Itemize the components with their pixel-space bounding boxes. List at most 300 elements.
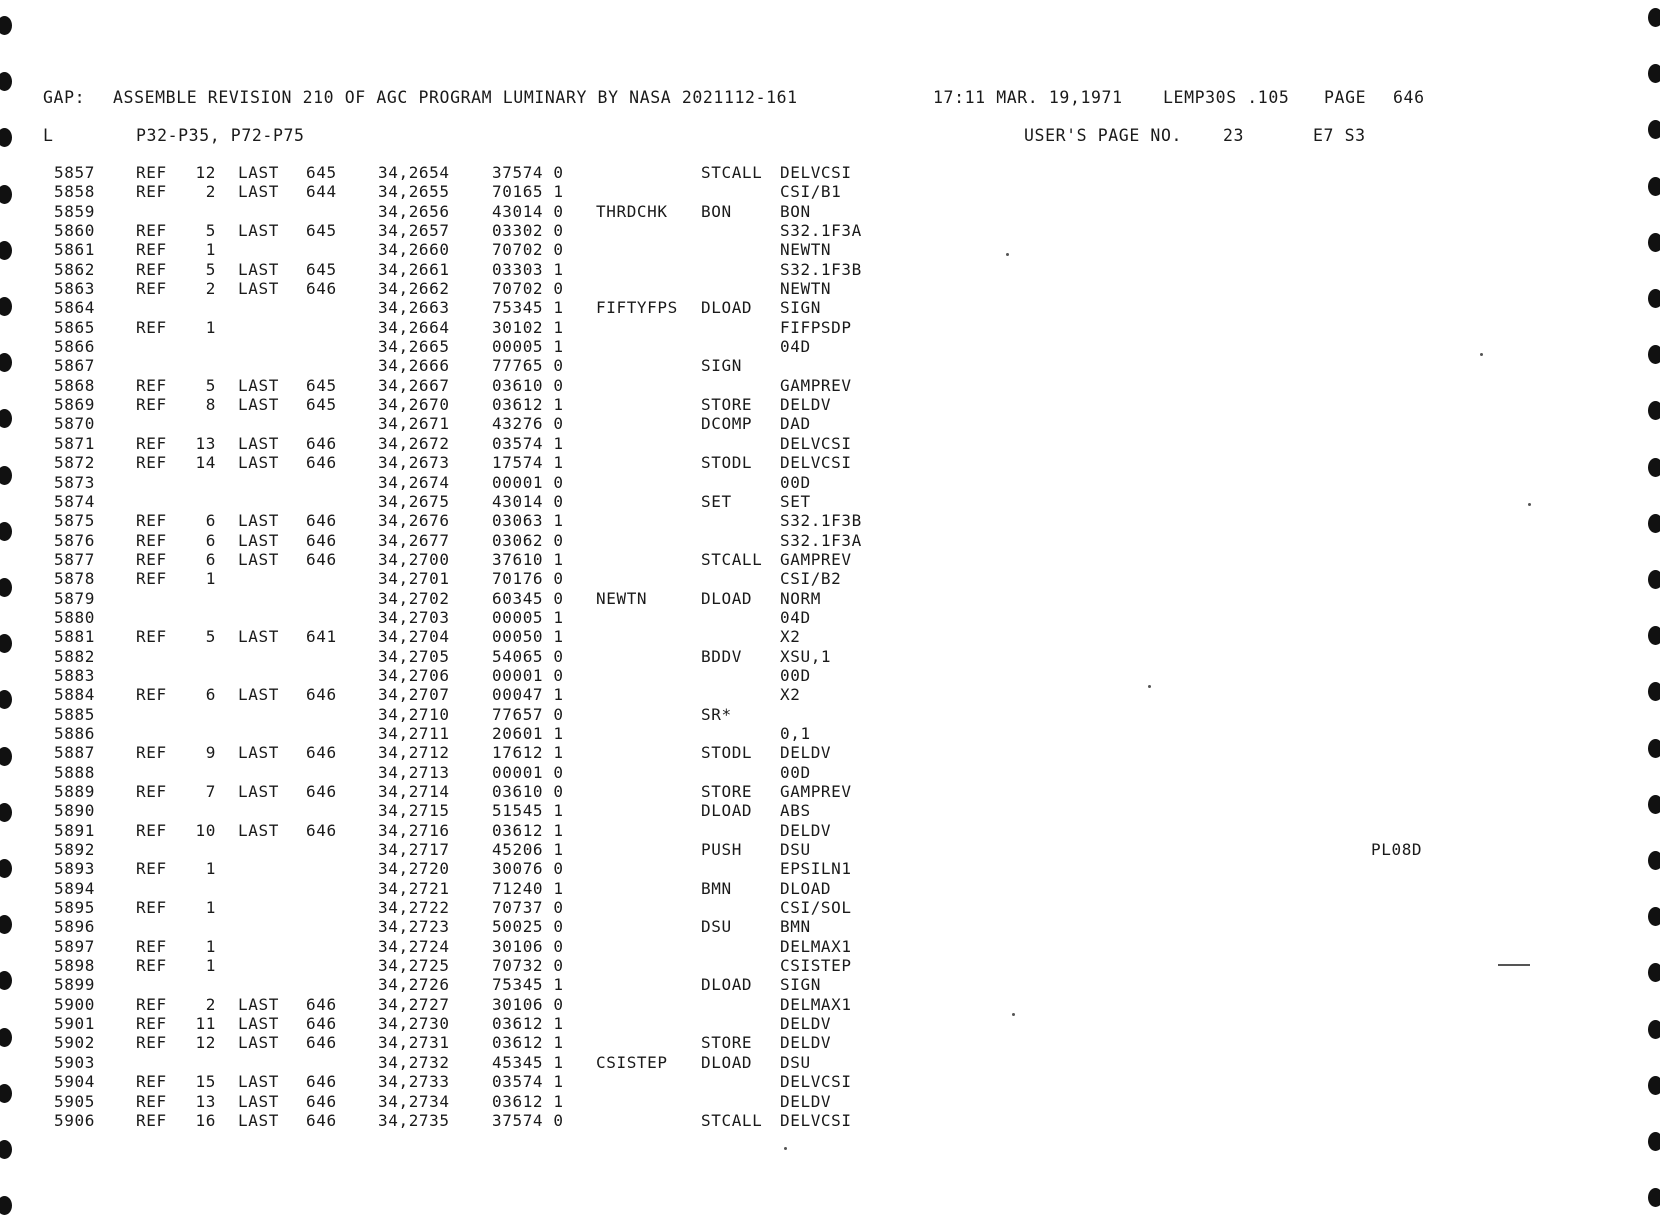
octal-word: 43014 0	[492, 491, 564, 511]
listing-row	[0, 260, 1500, 279]
header-page-label: PAGE	[1324, 88, 1367, 107]
address: 34,2731	[378, 1033, 450, 1053]
line-number: 5870	[54, 414, 95, 434]
line-number: 5887	[54, 743, 95, 763]
ref-label: REF	[136, 1072, 167, 1092]
symbol-label: FIFTYFPS	[596, 298, 678, 318]
ref-label: REF	[136, 956, 167, 976]
line-number: 5903	[54, 1052, 95, 1072]
ref-count: 13	[195, 433, 216, 453]
ref-count: 2	[205, 182, 216, 202]
octal-word: 03574 1	[492, 1072, 564, 1092]
address: 34,2707	[378, 685, 450, 705]
ref-count: 6	[205, 685, 216, 705]
last-label: LAST	[238, 549, 279, 569]
octal-word: 03063 1	[492, 511, 564, 531]
line-number: 5896	[54, 917, 95, 937]
ref-label: REF	[136, 240, 167, 260]
address: 34,2665	[378, 337, 450, 357]
tractor-hole	[1648, 514, 1660, 533]
ref-label: REF	[136, 511, 167, 531]
right-tractor-holes	[1644, 0, 1660, 1203]
listing-row	[0, 376, 1500, 395]
ref-count: 2	[205, 279, 216, 299]
operand: NEWTN	[780, 240, 832, 260]
tractor-hole	[1648, 1020, 1660, 1039]
ref-count: 5	[205, 375, 216, 395]
opcode: DLOAD	[701, 801, 753, 821]
line-number: 5888	[54, 762, 95, 782]
tractor-hole	[0, 1196, 12, 1215]
ref-label: REF	[136, 994, 167, 1014]
last-label: LAST	[238, 433, 279, 453]
operand: DELVCSI	[780, 433, 852, 453]
header-timestamp: 17:11 MAR. 19,1971	[933, 88, 1123, 107]
opcode: STCALL	[701, 549, 763, 569]
ref-count: 8	[205, 395, 216, 415]
octal-word: 03612 1	[492, 1014, 564, 1034]
address: 34,2714	[378, 782, 450, 801]
address: 34,2702	[378, 588, 450, 608]
ref-count: 6	[205, 530, 216, 550]
ref-label: REF	[136, 1014, 167, 1034]
ref-count: 1	[205, 569, 216, 589]
line-number: 5857	[54, 163, 95, 182]
margin-note: PL08D	[1371, 840, 1423, 860]
operand: DSU	[780, 840, 811, 860]
listing-row	[0, 685, 1500, 704]
last-page: 646	[306, 1033, 337, 1053]
address: 34,2671	[378, 414, 450, 434]
last-label: LAST	[238, 1033, 279, 1053]
operand: 04D	[780, 607, 811, 627]
tractor-hole	[1648, 120, 1660, 139]
tractor-hole	[1648, 8, 1660, 27]
operand: DELDV	[780, 1033, 832, 1053]
opcode: SIGN	[701, 356, 742, 376]
last-page: 646	[306, 743, 337, 763]
operand: CSI/SOL	[780, 898, 852, 918]
print-speck	[1480, 353, 1483, 356]
listing-row	[0, 279, 1500, 298]
operand: CSI/B1	[780, 182, 842, 202]
operand: CSISTEP	[780, 956, 852, 976]
tractor-hole	[0, 1140, 12, 1159]
tractor-hole	[0, 16, 12, 35]
operand: NEWTN	[780, 279, 832, 299]
octal-word: 17612 1	[492, 743, 564, 763]
address: 34,2663	[378, 298, 450, 318]
last-page: 645	[306, 395, 337, 415]
line-number: 5862	[54, 259, 95, 279]
last-label: LAST	[238, 820, 279, 840]
ref-label: REF	[136, 163, 167, 182]
address: 34,2725	[378, 956, 450, 976]
octal-word: 03610 0	[492, 375, 564, 395]
last-label: LAST	[238, 163, 279, 182]
line-number: 5878	[54, 569, 95, 589]
line-number: 5905	[54, 1091, 95, 1111]
print-speck	[784, 1147, 787, 1150]
listing-row	[0, 647, 1500, 666]
address: 34,2733	[378, 1072, 450, 1092]
operand: ABS	[780, 801, 811, 821]
listing-row	[0, 221, 1500, 240]
tractor-hole	[0, 72, 12, 91]
listing-row	[0, 937, 1500, 956]
octal-word: 70732 0	[492, 956, 564, 976]
last-page: 645	[306, 221, 337, 241]
line-number: 5904	[54, 1072, 95, 1092]
listing-row	[0, 337, 1500, 356]
ref-count: 1	[205, 898, 216, 918]
operand: DELMAX1	[780, 936, 852, 956]
address: 34,2721	[378, 878, 450, 898]
operand: 0,1	[780, 723, 811, 743]
last-page: 646	[306, 530, 337, 550]
address: 34,2715	[378, 801, 450, 821]
listing-row	[0, 821, 1500, 840]
last-page: 646	[306, 453, 337, 473]
operand: S32.1F3A	[780, 530, 862, 550]
subheader-user-page-number: 23	[1223, 126, 1245, 145]
address: 34,2660	[378, 240, 450, 260]
listing-row	[0, 298, 1500, 317]
listing-row	[0, 492, 1500, 511]
operand: GAMPREV	[780, 375, 852, 395]
tractor-hole	[1648, 1188, 1660, 1207]
operand: DLOAD	[780, 878, 832, 898]
ref-count: 6	[205, 549, 216, 569]
operand: EPSILN1	[780, 859, 852, 879]
opcode: DLOAD	[701, 975, 753, 995]
line-number: 5863	[54, 279, 95, 299]
listing-row	[0, 840, 1500, 859]
listing-row	[0, 1092, 1500, 1111]
octal-word: 77765 0	[492, 356, 564, 376]
tractor-hole	[1648, 739, 1660, 758]
address: 34,2723	[378, 917, 450, 937]
last-page: 646	[306, 511, 337, 531]
octal-word: 71240 1	[492, 878, 564, 898]
opcode: DLOAD	[701, 1052, 753, 1072]
ref-label: REF	[136, 898, 167, 918]
opcode: STODL	[701, 453, 753, 473]
line-number: 5894	[54, 878, 95, 898]
address: 34,2724	[378, 936, 450, 956]
address: 34,2672	[378, 433, 450, 453]
line-number: 5880	[54, 607, 95, 627]
last-label: LAST	[238, 1091, 279, 1111]
octal-word: 54065 0	[492, 646, 564, 666]
line-number: 5901	[54, 1014, 95, 1034]
octal-word: 03612 1	[492, 1033, 564, 1053]
line-number: 5861	[54, 240, 95, 260]
address: 34,2664	[378, 317, 450, 337]
octal-word: 00005 1	[492, 337, 564, 357]
opcode: DCOMP	[701, 414, 753, 434]
last-label: LAST	[238, 685, 279, 705]
line-number: 5895	[54, 898, 95, 918]
line-number: 5893	[54, 859, 95, 879]
operand: 00D	[780, 665, 811, 685]
opcode: STODL	[701, 743, 753, 763]
header-prefix: GAP:	[43, 88, 86, 107]
tractor-hole	[1648, 1132, 1660, 1151]
address: 34,2675	[378, 491, 450, 511]
listing-row	[0, 917, 1500, 936]
address: 34,2706	[378, 665, 450, 685]
octal-word: 70702 0	[492, 240, 564, 260]
operand: DELVCSI	[780, 453, 852, 473]
line-number: 5874	[54, 491, 95, 511]
symbol-label: CSISTEP	[596, 1052, 668, 1072]
last-page: 646	[306, 279, 337, 299]
last-label: LAST	[238, 627, 279, 647]
address: 34,2705	[378, 646, 450, 666]
line-number: 5879	[54, 588, 95, 608]
operand: GAMPREV	[780, 782, 852, 801]
last-page: 645	[306, 375, 337, 395]
octal-word: 45345 1	[492, 1052, 564, 1072]
listing-row	[0, 569, 1500, 588]
subheader-section: P32-P35, P72-P75	[136, 126, 305, 145]
octal-word: 30076 0	[492, 859, 564, 879]
octal-word: 43014 0	[492, 201, 564, 221]
listing-row	[0, 898, 1500, 917]
tractor-hole	[1648, 289, 1660, 308]
listing-row	[0, 705, 1500, 724]
address: 34,2667	[378, 375, 450, 395]
last-page: 646	[306, 549, 337, 569]
address: 34,2720	[378, 859, 450, 879]
print-speck	[1012, 1013, 1015, 1016]
tractor-hole	[1648, 963, 1660, 982]
last-label: LAST	[238, 182, 279, 202]
last-page: 645	[306, 259, 337, 279]
address: 34,2734	[378, 1091, 450, 1111]
operand: DELMAX1	[780, 994, 852, 1014]
line-number: 5881	[54, 627, 95, 647]
tractor-hole	[1648, 851, 1660, 870]
address: 34,2732	[378, 1052, 450, 1072]
listing-row	[0, 859, 1500, 878]
last-page: 646	[306, 782, 337, 801]
ref-count: 7	[205, 782, 216, 801]
last-page: 646	[306, 1110, 337, 1130]
last-page: 646	[306, 1072, 337, 1092]
ref-count: 5	[205, 627, 216, 647]
operand: DAD	[780, 414, 811, 434]
operand: SIGN	[780, 298, 821, 318]
operand: S32.1F3B	[780, 259, 862, 279]
print-smudge	[1498, 964, 1530, 966]
operand: NORM	[780, 588, 821, 608]
operand: SET	[780, 491, 811, 511]
address: 34,2655	[378, 182, 450, 202]
last-label: LAST	[238, 375, 279, 395]
listing-row	[0, 1072, 1500, 1091]
octal-word: 70165 1	[492, 182, 564, 202]
ref-label: REF	[136, 820, 167, 840]
address: 34,2716	[378, 820, 450, 840]
line-number: 5859	[54, 201, 95, 221]
listing-row	[0, 163, 1500, 182]
listing-row	[0, 782, 1500, 801]
ref-count: 1	[205, 956, 216, 976]
last-label: LAST	[238, 395, 279, 415]
address: 34,2701	[378, 569, 450, 589]
opcode: SR*	[701, 704, 732, 724]
listing-row	[0, 395, 1500, 414]
line-number: 5860	[54, 221, 95, 241]
listing-row	[0, 240, 1500, 259]
listing-row	[0, 531, 1500, 550]
line-number: 5897	[54, 936, 95, 956]
operand: CSI/B2	[780, 569, 842, 589]
address: 34,2735	[378, 1110, 450, 1130]
last-page: 646	[306, 820, 337, 840]
header-title: ASSEMBLE REVISION 210 OF AGC PROGRAM LUMINARY BY NASA 2021112-161	[113, 88, 798, 107]
print-speck	[1006, 253, 1009, 256]
octal-word: 50025 0	[492, 917, 564, 937]
operand: FIFPSDP	[780, 317, 852, 337]
listing-row	[0, 182, 1500, 201]
ref-count: 1	[205, 317, 216, 337]
line-number: 5876	[54, 530, 95, 550]
octal-word: 77657 0	[492, 704, 564, 724]
operand: DSU	[780, 1052, 811, 1072]
ref-label: REF	[136, 221, 167, 241]
opcode: STCALL	[701, 163, 763, 182]
ref-label: REF	[136, 569, 167, 589]
listing-row	[0, 1033, 1500, 1052]
last-page: 646	[306, 1014, 337, 1034]
opcode: STORE	[701, 782, 753, 801]
address: 34,2722	[378, 898, 450, 918]
line-number: 5884	[54, 685, 95, 705]
octal-word: 03062 0	[492, 530, 564, 550]
octal-word: 45206 1	[492, 840, 564, 860]
opcode: SET	[701, 491, 732, 511]
opcode: BDDV	[701, 646, 742, 666]
last-label: LAST	[238, 1110, 279, 1130]
address: 34,2676	[378, 511, 450, 531]
ref-count: 5	[205, 221, 216, 241]
ref-label: REF	[136, 395, 167, 415]
operand: 04D	[780, 337, 811, 357]
octal-word: 00001 0	[492, 472, 564, 492]
operand: BMN	[780, 917, 811, 937]
listing-row	[0, 975, 1500, 994]
subheader-code: E7 S3	[1313, 126, 1366, 145]
line-number: 5875	[54, 511, 95, 531]
ref-count: 10	[195, 820, 216, 840]
address: 34,2670	[378, 395, 450, 415]
octal-word: 30106 0	[492, 994, 564, 1014]
last-label: LAST	[238, 511, 279, 531]
listing-row	[0, 1053, 1500, 1072]
ref-label: REF	[136, 859, 167, 879]
line-number: 5898	[54, 956, 95, 976]
operand: GAMPREV	[780, 549, 852, 569]
ref-label: REF	[136, 453, 167, 473]
line-number: 5892	[54, 840, 95, 860]
octal-word: 75345 1	[492, 975, 564, 995]
symbol-label: THRDCHK	[596, 201, 668, 221]
listing-row	[0, 763, 1500, 782]
assembly-listing	[0, 163, 1500, 1130]
address: 34,2700	[378, 549, 450, 569]
ref-count: 16	[195, 1110, 216, 1130]
line-number: 5866	[54, 337, 95, 357]
octal-word: 51545 1	[492, 801, 564, 821]
ref-count: 9	[205, 743, 216, 763]
operand: DELVCSI	[780, 1110, 852, 1130]
last-label: LAST	[238, 994, 279, 1014]
address: 34,2674	[378, 472, 450, 492]
octal-word: 37574 0	[492, 1110, 564, 1130]
operand: SIGN	[780, 975, 821, 995]
octal-word: 37610 1	[492, 549, 564, 569]
last-page: 646	[306, 994, 337, 1014]
line-number: 5885	[54, 704, 95, 724]
ref-label: REF	[136, 1091, 167, 1111]
ref-label: REF	[136, 782, 167, 801]
operand: X2	[780, 685, 801, 705]
subheader-mode: L	[43, 126, 54, 145]
operand: DELDV	[780, 395, 832, 415]
octal-word: 03303 1	[492, 259, 564, 279]
octal-word: 00050 1	[492, 627, 564, 647]
tractor-hole	[1648, 795, 1660, 814]
tractor-hole	[1648, 458, 1660, 477]
address: 34,2661	[378, 259, 450, 279]
opcode: PUSH	[701, 840, 742, 860]
opcode: DLOAD	[701, 298, 753, 318]
last-page: 641	[306, 627, 337, 647]
last-label: LAST	[238, 453, 279, 473]
address: 34,2704	[378, 627, 450, 647]
listing-row	[0, 356, 1500, 375]
line-number: 5902	[54, 1033, 95, 1053]
operand: 00D	[780, 472, 811, 492]
octal-word: 00001 0	[492, 665, 564, 685]
line-number: 5890	[54, 801, 95, 821]
listing-row	[0, 511, 1500, 530]
tractor-hole	[1648, 907, 1660, 926]
last-page: 646	[306, 433, 337, 453]
address: 34,2677	[378, 530, 450, 550]
last-label: LAST	[238, 1014, 279, 1034]
address: 34,2673	[378, 453, 450, 473]
line-number: 5864	[54, 298, 95, 318]
operand: BON	[780, 201, 811, 221]
operand: 00D	[780, 762, 811, 782]
tractor-hole	[1648, 626, 1660, 645]
listing-row	[0, 995, 1500, 1014]
tractor-hole	[1648, 682, 1660, 701]
header-job: LEMP30S .105	[1163, 88, 1290, 107]
octal-word: 20601 1	[492, 723, 564, 743]
line-number: 5891	[54, 820, 95, 840]
octal-word: 37574 0	[492, 163, 564, 182]
line-number: 5883	[54, 665, 95, 685]
line-number: 5886	[54, 723, 95, 743]
operand: DELDV	[780, 1014, 832, 1034]
address: 34,2711	[378, 723, 450, 743]
tractor-hole	[1648, 177, 1660, 196]
